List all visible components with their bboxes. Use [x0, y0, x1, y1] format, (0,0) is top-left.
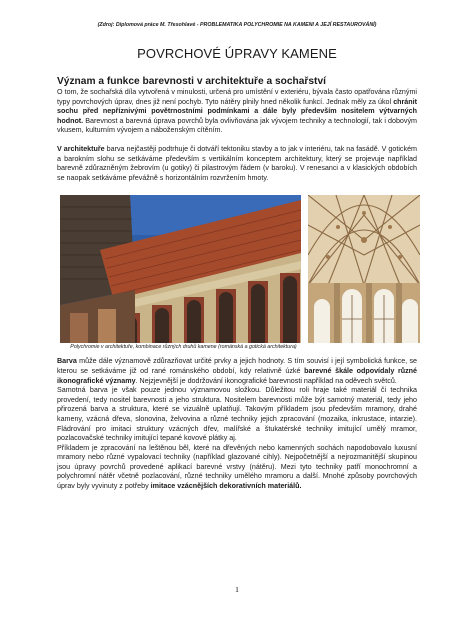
paragraph-color-meaning: [57, 357, 417, 386]
figure-block: [57, 195, 417, 353]
bold-run: imitace vzácnějších dekorativních materiálů.: [150, 482, 302, 491]
bold-run: Barva: [57, 357, 77, 366]
source-note: (Zdroj: Diplomová práce M. Třesohlavé - PROBLEMATIKA POLYCHROMIE NA KAMENI A JEJÍ RESTAUROVÁNÍ): [97, 22, 377, 28]
bold-run: chránit sochu před nepříznivými povětrnostními podmínkami a dále byly především nositelem výtvarných hodnot.: [57, 97, 417, 125]
paragraph-intro: [57, 88, 417, 136]
bold-run: V architektuře: [57, 144, 105, 153]
vault-photo: [308, 195, 420, 343]
bold-run: barevné škále odpovídaly různé ikonografické významy: [57, 366, 417, 385]
figure-caption: Polychromie v architektuře, kombinace různých druhů kamene (románská a gotická architektura): [70, 344, 297, 351]
text-run: O tom, že sochařská díla vytvořená v minulosti, určená pro umístění v exteriéru, bývala často opatřována různými typy povrchových úprav, dnes již není pochyb. Tyto nátěry plnily hned několik funkcí. Jednak měly za úkol: [57, 88, 417, 106]
text-run: může dále významově zdůrazňovat určité prvky a jejich hodnoty. S tím souvisí i její symbolická funkce, se kterou se setkáváme již od rané románského období, kdy relativně úzké: [57, 357, 417, 375]
page-number: 1: [235, 585, 239, 594]
text-run: Barevnost a barevná úprava povrchů byla ovlivňována jak vývojem techniky a technologií, tak i dobovým vkusem, kulturním vývojem a náboženským cítěním.: [57, 116, 417, 135]
text-run: barva nejčastěji podtrhuje či dotváří tektoniku stavby a to jak v interiéru, tak na fasádě. V gotickém a barokním slohu se setkáváme především s vertikálním konceptem architektury, který se projevuje například barevně zdůrazněným žebrovím (u gotiky) či pilastrovým řádem (v baroku). V renesanci a v klasických obdobích se naopak setkáváme převážně s horizontálním rozvržením hmoty.: [57, 144, 417, 182]
text-run: . Nejzjevnější je dodržování ikonografické barevnosti například na oděvech světců.: [135, 376, 397, 385]
facade-photo: [60, 195, 301, 343]
paragraph-architecture: [57, 145, 417, 183]
paragraph-techniques: [57, 444, 417, 492]
text-run: Samotná barva je však pouze jednou významovou složkou. Důležitou roli hraje také materiál či technika provedení, tedy nositel barevnosti a jeho struktura. Nositelem barevnosti může být samotný materiál, tedy jeho přirozená barva a struktura, které se vizuálně uplatňují. Takovým příkladem jsou především mramory, drahé kameny, vzácná dřeva, slonovina, želvovina a různé techniky jejich zpracování (mozaika, inkrustace, intarzie). Fládrování pro imitaci struktury vzácných dřev, malířské a štukatérské techniky imitující umělý mramor, pozlacovačské techniky imitující tepané kovové plátky aj.: [57, 386, 417, 443]
section-heading: Význam a funkce barevnosti v architektuře a sochařství: [57, 76, 326, 87]
paragraph-material: [57, 386, 417, 444]
text-run: Příkladem je zpracování na leštěnou běl, které na dřevěných nebo kamenných sochách napodobovalo luxusní mramory nebo různé vypalovací techniky (například glazované cihly). Nejpočetnější a nejrozmanitější skupinou jsou úpravy povrchů provedené aplikací barevné vrstvy (nátěru). Mezi tyto techniky patří monochromní a polychromní nátěr včetně pozlacování, různé techniky umělého mramoru a další. Mnohé způsoby povrchových úprav byly vyvinuty z potřeby: [57, 443, 417, 491]
page-title: POVRCHOVÉ ÚPRAVY KAMENE: [137, 46, 337, 61]
